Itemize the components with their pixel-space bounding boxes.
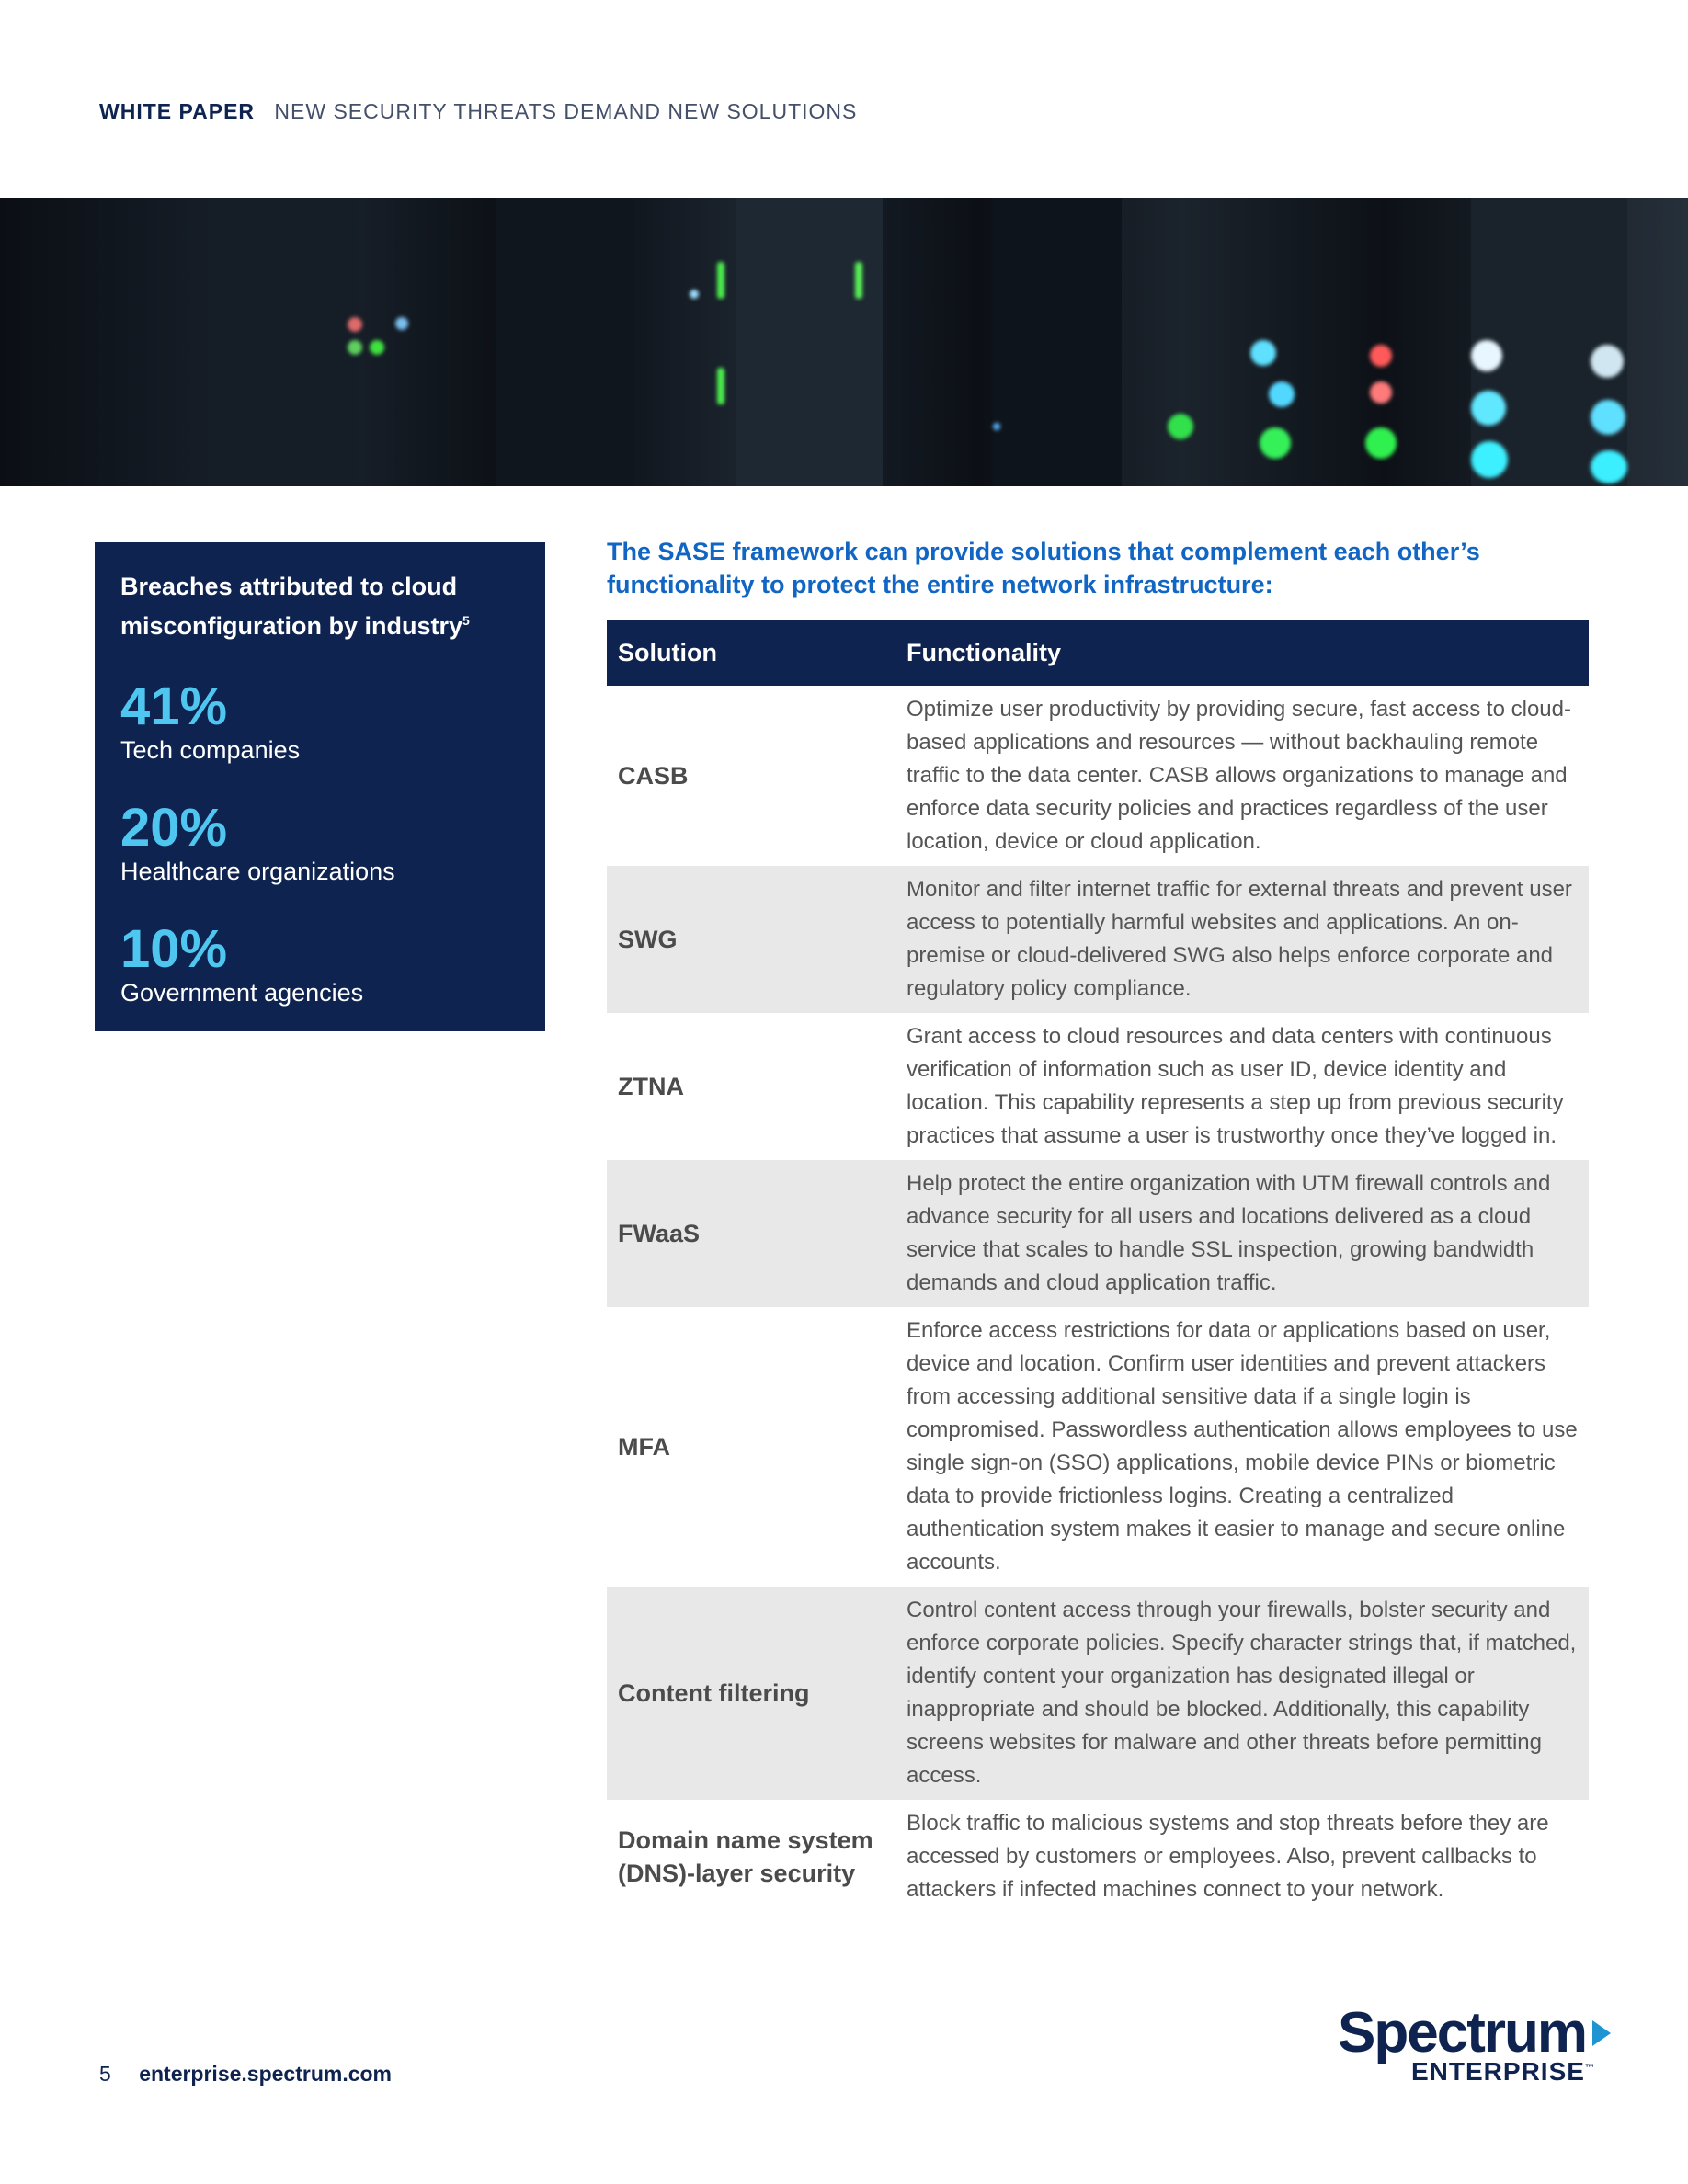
doc-type-label: WHITE PAPER bbox=[99, 99, 256, 123]
functionality-cell: Help protect the entire organization with UTM firewall controls and advance security for all users and locations delivered as a cloud service that scales to handle SSL inspection, growing bandwidth demands and cloud application traffic. bbox=[895, 1160, 1589, 1307]
stat-label: Healthcare organizations bbox=[120, 858, 395, 885]
functionality-cell: Enforce access restrictions for data or applications based on user, device and location. Confirm user identities and prevent attackers from accessing additional sensitive data if a single login is compromised. Passwordless authentication allows employees to use single sign-on (SSO) applications, mobile device PINs or biometric data to provide frictionless logins. Creating a centralized authentication system makes it easier to manage and secure online accounts. bbox=[907, 1318, 1578, 1575]
functionality-cell: Optimize user productivity by providing secure, fast access to cloud-based applications and resources — without backhauling remote traffic to the data center. CASB allows organizations to manage and enforce data security policies and practices regardless of the user location, device or cloud application. bbox=[907, 697, 1571, 854]
table-row bbox=[607, 1307, 1589, 1587]
page-number: 5 bbox=[99, 2062, 111, 2086]
solution-cell: FWaaS bbox=[607, 1160, 895, 1307]
functionality-cell: Monitor and filter internet traffic for external threats and prevent user access to potentially harmful websites and applications. An on-premise or cloud-delivered SWG also helps enforce corporate and regulatory policy compliance. bbox=[895, 866, 1589, 1013]
table-row bbox=[607, 686, 1589, 866]
solution-cell: ZTNA bbox=[618, 1073, 684, 1100]
page-footer bbox=[99, 2062, 392, 2087]
col-header-solution: Solution bbox=[607, 620, 895, 686]
footnote-ref: 5 bbox=[462, 613, 470, 628]
logo-subtitle: ENTERPRISE™ bbox=[1411, 2057, 1595, 2086]
table-row bbox=[607, 1160, 1589, 1307]
stat-percent: 20% bbox=[120, 798, 228, 858]
stat-item bbox=[120, 798, 519, 886]
stat-percent: 41% bbox=[120, 677, 228, 736]
functionality-cell: Grant access to cloud resources and data centers with continuous verification of information such as user ID, device identity and location. This capability represents a step up from previous security practices that assume a user is trustworthy once they’ve logged in. bbox=[907, 1024, 1564, 1148]
table-row bbox=[607, 1013, 1589, 1160]
logo-wordmark: Spectrum bbox=[1338, 2001, 1586, 2065]
solution-cell: Domain name system (DNS)-layer security bbox=[618, 1826, 873, 1887]
panel-heading: Breaches attributed to cloud misconfiguration by industry$^5$ bbox=[120, 573, 470, 640]
table-intro: The SASE framework can provide solutions that complement each other’s functionality to protect the entire network infrastructure: bbox=[607, 538, 1480, 598]
sase-table bbox=[607, 620, 1589, 1914]
trademark-mark: ™ bbox=[1584, 2063, 1595, 2074]
solution-cell: Content filtering bbox=[607, 1587, 895, 1800]
solution-cell: SWG bbox=[607, 866, 895, 1013]
stat-percent: 10% bbox=[120, 919, 228, 979]
functionality-cell: Block traffic to malicious systems and stop threats before they are accessed by customers or employees. Also, prevent callbacks to attackers if infected machines connect to your network. bbox=[907, 1811, 1549, 1902]
doc-title: NEW SECURITY THREATS DEMAND NEW SOLUTIONS bbox=[274, 99, 858, 123]
col-header-functionality: Functionality bbox=[895, 620, 1589, 686]
stat-item bbox=[120, 677, 519, 765]
solution-cell: MFA bbox=[618, 1433, 670, 1461]
breach-stats-panel bbox=[95, 542, 545, 1031]
solution-cell: CASB bbox=[618, 762, 689, 790]
page-header bbox=[99, 99, 857, 124]
stat-label: Government agencies bbox=[120, 979, 364, 1007]
table-row bbox=[607, 1587, 1589, 1800]
table-header-row bbox=[607, 620, 1589, 686]
table-row bbox=[607, 866, 1589, 1013]
stat-item bbox=[120, 919, 519, 1007]
play-arrow-icon bbox=[1592, 2020, 1611, 2046]
stat-label: Tech companies bbox=[120, 736, 301, 764]
server-room-image bbox=[0, 198, 1688, 486]
spectrum-enterprise-logo bbox=[1338, 2001, 1614, 2087]
footer-url[interactable]: enterprise.spectrum.com bbox=[139, 2062, 393, 2086]
table-row bbox=[607, 1800, 1589, 1914]
functionality-cell: Control content access through your firewalls, bolster security and enforce corporate policies. Specify character strings that, if matched, identify content your organization has designated illegal or inappropriate and should be blocked. Additionally, this capability screens websites for malware and other threats before permitting access. bbox=[895, 1587, 1589, 1800]
